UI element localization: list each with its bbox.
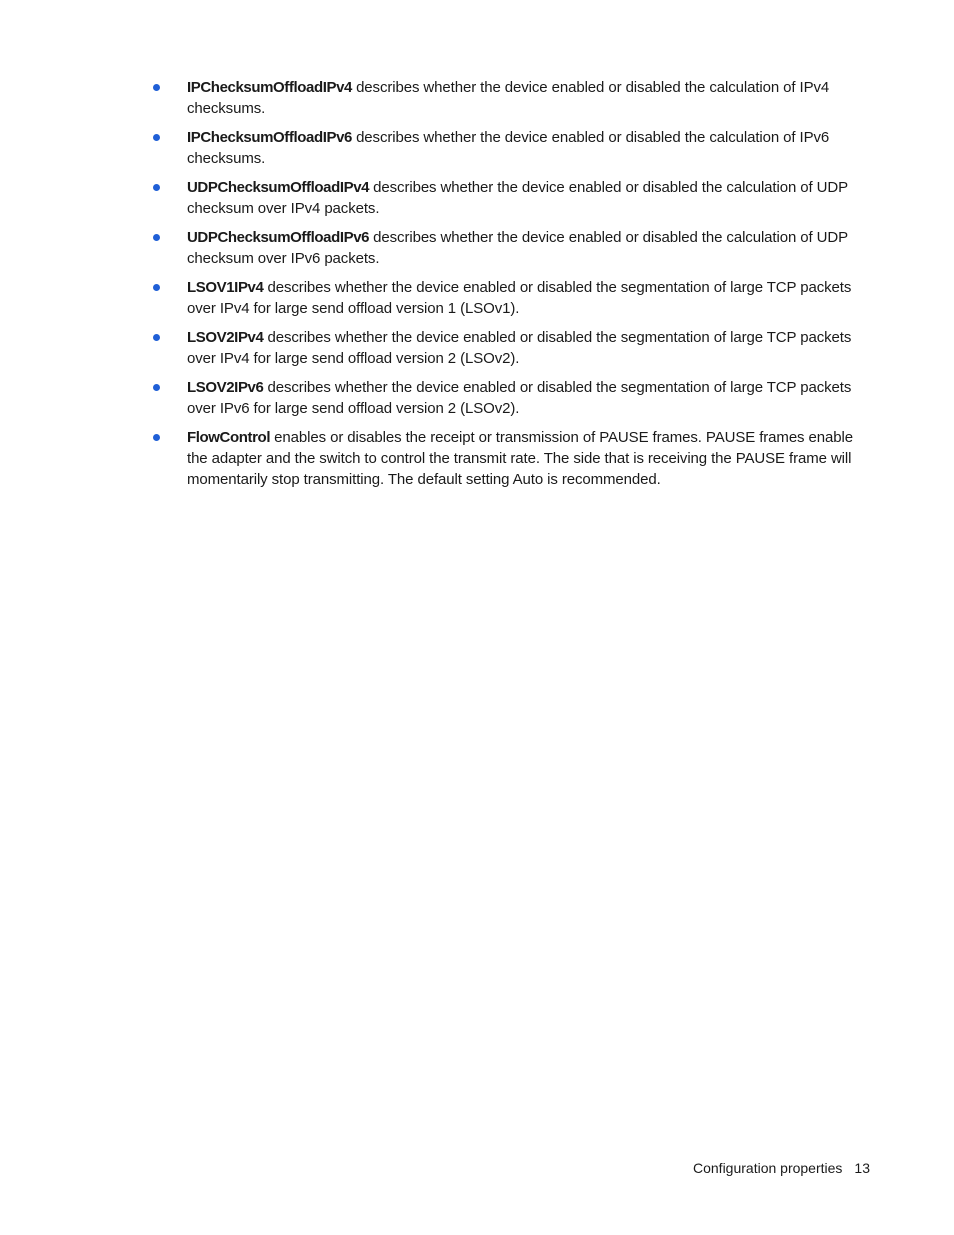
property-term: UDPChecksumOffloadIPv6	[187, 229, 370, 246]
property-term: FlowControl	[187, 429, 271, 446]
property-term: LSOV2IPv4	[187, 329, 264, 346]
property-description: describes whether the device enabled or disabled the calculation of UDP checksum over IPv6 packets.	[187, 229, 848, 267]
list-item	[150, 127, 874, 169]
list-item	[150, 327, 874, 369]
property-term: IPChecksumOffloadIPv4	[187, 79, 352, 96]
bullet-icon	[153, 334, 160, 341]
bullet-icon	[153, 434, 160, 441]
property-list	[150, 77, 874, 490]
bullet-icon	[153, 134, 160, 141]
property-description: describes whether the device enabled or disabled the calculation of IPv4 checksums.	[187, 79, 830, 117]
property-description: describes whether the device enabled or disabled the calculation of UDP checksum over IPv4 packets.	[187, 179, 848, 217]
property-description: describes whether the device enabled or disabled the segmentation of large TCP packets over IPv6 for large send offload version 2 (LSOv2).	[187, 379, 852, 417]
list-item	[150, 427, 874, 490]
list-item	[150, 227, 874, 269]
property-description: enables or disables the receipt or transmission of PAUSE frames. PAUSE frames enable the adapter and the switch to control the transmit rate. The side that is receiving the PAUSE frame will momentarily stop transmitting. The default setting Auto is recommended.	[187, 429, 853, 488]
bullet-icon	[153, 284, 160, 291]
bullet-icon	[153, 234, 160, 241]
list-item	[150, 277, 874, 319]
property-description: describes whether the device enabled or disabled the calculation of IPv6 checksums.	[187, 129, 830, 167]
page-footer	[693, 1158, 870, 1178]
bullet-icon	[153, 84, 160, 91]
footer-section-title: Configuration properties	[693, 1160, 843, 1176]
property-term: IPChecksumOffloadIPv6	[187, 129, 352, 146]
bullet-icon	[153, 184, 160, 191]
page-number: 13	[854, 1160, 870, 1176]
property-term: LSOV1IPv4	[187, 279, 264, 296]
property-term: UDPChecksumOffloadIPv4	[187, 179, 370, 196]
property-description: describes whether the device enabled or disabled the segmentation of large TCP packets over IPv4 for large send offload version 2 (LSOv2).	[187, 329, 852, 367]
list-item	[150, 377, 874, 419]
list-item	[150, 77, 874, 119]
list-item	[150, 177, 874, 219]
property-term: LSOV2IPv6	[187, 379, 264, 396]
bullet-icon	[153, 384, 160, 391]
page-content	[150, 77, 874, 498]
property-description: describes whether the device enabled or disabled the segmentation of large TCP packets over IPv4 for large send offload version 1 (LSOv1).	[187, 279, 852, 317]
